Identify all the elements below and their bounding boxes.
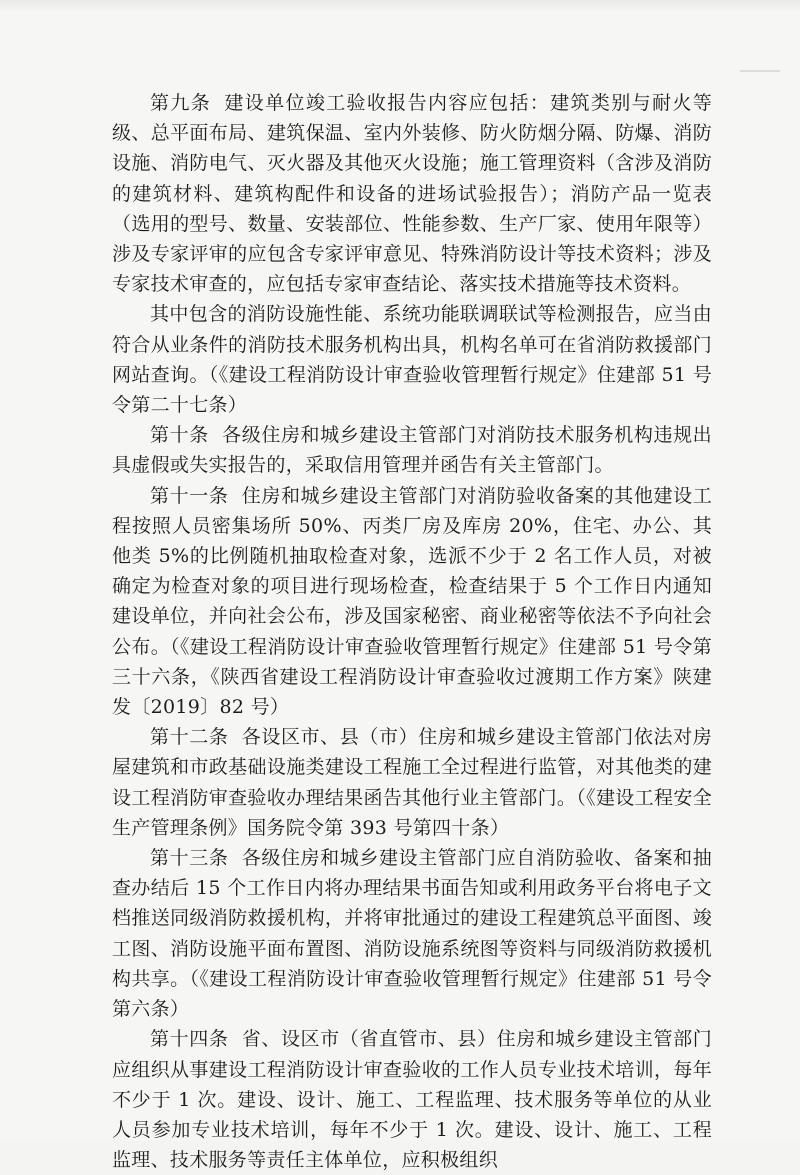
article-number: 第十四条 <box>150 1028 229 1051</box>
article-text: 各设区市、县（市）住房和城乡建设主管部门依法对房屋建筑和市政基础设施类建设工程施工全过程进行监管，对其他类的建设工程消防审查验收办理结果函告其他行业主管部门。（《建设工程安全生产管理条例》国务院令第 393 号第四十条） <box>112 726 713 839</box>
article-9 <box>112 88 712 299</box>
article-11 <box>112 481 712 723</box>
article-number: 第九条 <box>150 92 212 114</box>
article-10 <box>112 420 712 480</box>
article-text: 各级住房和城乡建设主管部门应自消防验收、备案和抽查办结后 15 个工作日内将办理结果书面告知或利用政务平台将电子文档推送同级消防救援机构，并将审批通过的建设工程建筑总平面图、竣工图、消防设施平面布置图、消防设施系统图等资料与同级消防救援机构共享。（《建设工程消防设计审查验收管理暂行规定》住建部 51 号令第六条） <box>112 847 713 1021</box>
article-text: 建设单位竣工验收报告内容应包括：建筑类别与耐火等级、总平面布局、建筑保温、室内外装修、防火防烟分隔、防爆、消防设施、消防电气、灭火器及其他灭火设施；施工管理资料（含涉及消防的建筑材料、建筑构配件和设备的进场试验报告）；消防产品一览表（选用的型号、数量、安装部位、性能参数、生产厂家、使用年限等）涉及专家评审的应包含专家评审意见、特殊消防设计等技术资料；涉及专家技术审查的，应包括专家审查结论、落实技术措施等技术资料。 <box>112 92 713 296</box>
article-number: 第十三条 <box>150 847 229 870</box>
article-12 <box>112 722 712 843</box>
scan-edge <box>0 0 800 12</box>
article-text: 省、设区市（省直管市、县）住房和城乡建设主管部门应组织从事建设工程消防设计审查验收的工作人员专业技术培训，每年不少于 1 次。建设、设计、施工、工程监理、技术服务等单位的从业人员参加专业技术培训，每年不少于 1 次。建设、设计、施工、工程监理、技术服务等责任主体单位，应积极组织 <box>112 1028 713 1172</box>
article-number: 第十一条 <box>150 484 229 507</box>
article-text: 各级住房和城乡建设主管部门对消防技术服务机构违规出具虚假或失实报告的，采取信用管理并函告有关主管部门。 <box>112 424 712 477</box>
article-text: 其中包含的消防设施性能、系统功能联调联试等检测报告，应当由符合从业条件的消防技术服务机构出具，机构名单可在省消防救援部门网站查询。（《建设工程消防设计审查验收管理暂行规定》住建部 51 号令第二十七条） <box>112 303 712 417</box>
article-number: 第十二条 <box>150 726 229 749</box>
article-13 <box>112 843 712 1024</box>
article-9-continuation <box>112 299 712 420</box>
article-14 <box>112 1024 712 1175</box>
scan-mark <box>740 70 780 72</box>
article-number: 第十条 <box>150 424 209 447</box>
article-text: 住房和城乡建设主管部门对消防验收备案的其他建设工程按照人员密集场所 50%、丙类厂房及库房 20%，住宅、办公、其他类 5%的比例随机抽取检查对象，选派不少于 2 名工作人员，对被确定为检查对象的项目进行现场检查，检查结果于 5 个工作日内通知建设单位，并向社会公布，涉及国家秘密、商业秘密等依法不予向社会公布。（《建设工程消防设计审查验收管理暂行规定》住建部 51 号令第三十六条，《陕西省建设工程消防设计审查验收过渡期工作方案》陕建发〔2019〕82 号） <box>112 484 713 719</box>
document-body <box>112 88 712 1175</box>
